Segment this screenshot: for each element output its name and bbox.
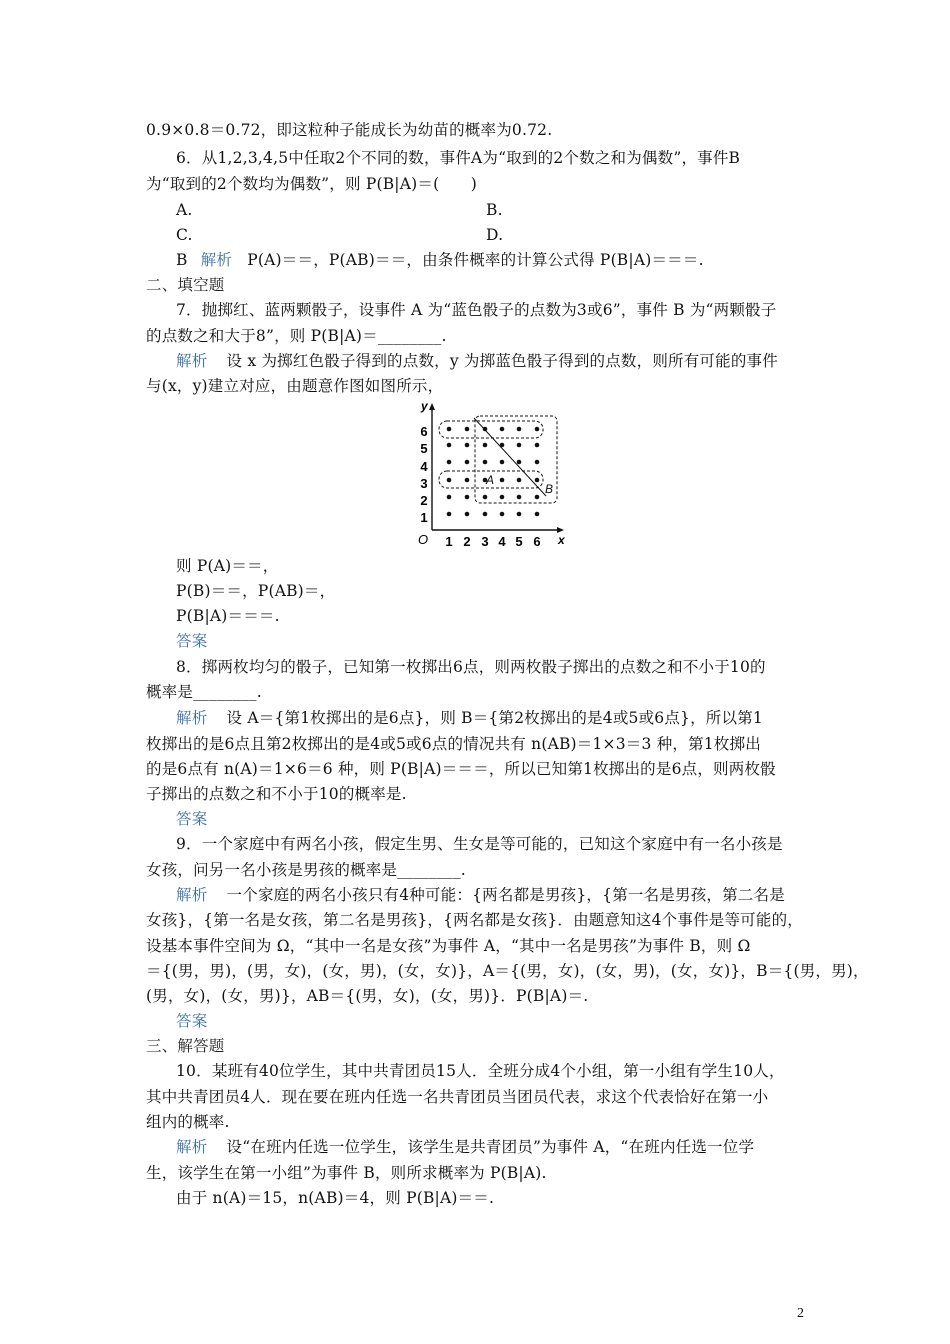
question-8-line-2: 概率是________. <box>146 683 262 701</box>
outcome-dot <box>535 427 540 432</box>
outcome-dot <box>500 495 505 500</box>
analysis-8-line-4: 子掷出的点数之和不小于10的概率是. <box>146 785 407 803</box>
outcome-dot <box>447 478 452 483</box>
analysis-8-text: 设 A＝{第1枚掷出的是6点}，则 B＝{第2枚掷出的是4或5或6点}，所以第1 <box>226 709 763 727</box>
question-9-line-1: 9．一个家庭中有两名小孩，假定生男、生女是等可能的，已知这个家庭中有一名小孩是 <box>176 835 783 853</box>
outcome-dot <box>483 495 488 500</box>
answer-label: 答案 <box>176 632 208 650</box>
origin-label: O <box>418 532 429 547</box>
outcome-dot <box>500 512 505 517</box>
jiexi-label: 解析 <box>176 1138 208 1156</box>
analysis-7-line-4: P(B)＝＝，P(AB)＝， <box>176 582 336 600</box>
outcome-dot <box>447 460 452 465</box>
y-axis-label: y <box>421 399 428 413</box>
outcome-dot <box>517 495 522 500</box>
outcome-dot <box>517 427 522 432</box>
outcome-dot <box>500 427 505 432</box>
x-tick-label: 6 <box>533 534 541 548</box>
y-tick-label: 2 <box>420 493 428 508</box>
analysis-7-line-5: P(B|A)＝＝＝. <box>176 607 280 625</box>
x-tick-label: 1 <box>445 534 453 548</box>
y-tick-label: 5 <box>420 441 428 456</box>
answer-label: 答案 <box>176 810 208 828</box>
outcome-dot <box>465 495 470 500</box>
outcome-dot <box>447 495 452 500</box>
outcome-dot <box>483 512 488 517</box>
outcome-dot <box>535 460 540 465</box>
outcome-dot <box>517 460 522 465</box>
outcome-dot <box>447 427 452 432</box>
answer-label: 答案 <box>176 1012 208 1030</box>
question-6-line-1: 6．从1,2,3,4,5中任取2个不同的数，事件A为“取到的2个数之和为偶数”，事件B <box>176 149 741 167</box>
outcome-dot <box>447 512 452 517</box>
outcome-dot <box>517 443 522 448</box>
outcome-dot <box>517 478 522 483</box>
analysis-9-line-3: 设基本事件空间为 Ω，“其中一名是女孩”为事件 A，“其中一名是男孩”为事件 B，则 Ω <box>146 937 751 955</box>
analysis-8-line-2: 枚掷出的是6点且第2枚掷出的是4或5或6点的情况共有 n(AB)＝1×3＝3 种，第1枚掷出 <box>146 735 761 753</box>
option-b: B. <box>486 201 503 219</box>
question-10-line-1: 10．某班有40位学生，其中共青团员15人．全班分成4个小组，第一小组有学生10人， <box>176 1062 785 1080</box>
option-d: D. <box>486 226 504 244</box>
outcome-dot <box>535 512 540 517</box>
outcome-dot <box>517 512 522 517</box>
analysis-9-line-4: ＝{(男，男)，(男，女)，(女，男)，(女，女)}，A＝{(男，女)，(女，男)，(女，女)}，B＝{(男，男)， <box>146 962 869 980</box>
outcome-dot <box>465 460 470 465</box>
section-solve: 三、解答题 <box>146 1037 225 1055</box>
outcome-dot <box>500 478 505 483</box>
question-10-line-2: 其中共青团员4人．现在要在班内任选一名共青团员当团员代表，求这个代表恰好在第一小 <box>146 1088 769 1106</box>
analysis-7-text: 设 x 为掷红色骰子得到的点数，y 为掷蓝色骰子得到的点数，则所有可能的事件 <box>226 352 778 370</box>
text-line: 0.9×0.8＝0.72，即这粒种子能成长为幼苗的概率为0.72. <box>146 121 553 139</box>
y-tick-label: 4 <box>420 459 428 474</box>
answer-6-text: P(A)＝＝，P(AB)＝＝，由条件概率的计算公式得 P(B|A)＝＝＝. <box>247 251 704 269</box>
question-8-line-1: 8．掷两枚均匀的骰子，已知第一枚掷出6点，则两枚骰子掷出的点数之和不小于10的 <box>176 658 766 676</box>
y-tick-label: 1 <box>420 510 428 525</box>
jiexi-label: 解析 <box>176 886 208 904</box>
question-7-line-2: 的点数之和大于8”，则 P(B|A)＝________. <box>146 327 447 345</box>
answer-6-line <box>176 250 704 270</box>
row-6-region <box>439 421 543 438</box>
outcome-dot <box>465 427 470 432</box>
question-7-line-1: 7．抛掷红、蓝两颗骰子，设事件 A 为“蓝色骰子的点数为3或6”，事件 B 为“两颗骰子 <box>176 301 777 319</box>
analysis-9-line-1 <box>176 885 785 905</box>
outcome-dot <box>465 478 470 483</box>
x-axis-label: x <box>558 533 565 547</box>
y-tick-label: 6 <box>420 424 428 439</box>
jiexi-label: 解析 <box>200 251 233 269</box>
outcome-dot <box>500 460 505 465</box>
question-9-line-2: 女孩，问另一名小孩是男孩的概率是________. <box>146 861 466 879</box>
y-axis-arrow <box>429 403 435 410</box>
outcome-dot <box>535 443 540 448</box>
y-tick-label: 3 <box>420 476 428 491</box>
outcome-dot <box>535 478 540 483</box>
outcome-dot <box>447 443 452 448</box>
question-10-line-3: 组内的概率. <box>146 1113 230 1131</box>
x-tick-label: 2 <box>463 534 471 548</box>
analysis-7-line-2: 与(x，y)建立对应，由题意作图如图所示， <box>146 377 444 395</box>
analysis-8-line-1 <box>176 708 763 728</box>
analysis-8-line-3: 的是6点有 n(A)＝1×6＝6 种，则 P(B|A)＝＝＝，所以已知第1枚掷出的是6点，则两枚骰 <box>146 760 776 778</box>
analysis-9-text: 一个家庭的两名小孩只有4种可能：{两名都是男孩}，{第一名是男孩，第二名是 <box>226 886 785 904</box>
question-6-line-2: 为“取到的2个数均为偶数”，则 P(B|A)＝( ) <box>146 175 477 193</box>
analysis-10-text: 设“在班内任选一位学生，该学生是共青团员”为事件 A，“在班内任选一位学 <box>226 1138 755 1156</box>
analysis-7-line-1 <box>176 351 778 371</box>
analysis-10-line-2: 生，该学生在第一小组”为事件 B，则所求概率为 P(B|A). <box>146 1164 547 1182</box>
option-a: A. <box>176 201 193 219</box>
answer-6-letter: B <box>176 251 188 269</box>
outcome-dot <box>483 443 488 448</box>
event-a-label: A <box>486 473 495 487</box>
jiexi-label: 解析 <box>176 709 208 727</box>
outcome-dot <box>535 495 540 500</box>
page-number: 2 <box>797 1306 804 1321</box>
analysis-10-line-3: 由于 n(A)＝15，n(AB)＝4，则 P(B|A)＝＝. <box>176 1189 495 1207</box>
x-tick-label: 3 <box>481 534 489 548</box>
analysis-9-line-5: (男，女)，(女，男)}，AB＝{(男，女)，(女，男)}．P(B|A)＝. <box>146 987 589 1005</box>
dice-grid-figure <box>412 398 572 548</box>
section-fill-in: 二、填空题 <box>146 276 225 294</box>
analysis-10-line-1 <box>176 1137 754 1157</box>
jiexi-label: 解析 <box>176 352 208 370</box>
analysis-9-line-2: 女孩}，{第一名是女孩，第二名是男孩}，{两名都是女孩}．由题意知这4个事件是等可能的， <box>146 911 803 929</box>
outcome-dot <box>465 512 470 517</box>
outcome-dot <box>465 443 470 448</box>
outcome-dot <box>483 427 488 432</box>
event-b-label: B <box>545 482 554 496</box>
outcome-dot <box>483 460 488 465</box>
x-tick-label: 5 <box>515 534 523 548</box>
x-tick-label: 4 <box>498 534 506 548</box>
option-c: C. <box>176 226 193 244</box>
analysis-7-line-3: 则 P(A)＝＝， <box>176 557 279 575</box>
outcome-dot <box>500 443 505 448</box>
